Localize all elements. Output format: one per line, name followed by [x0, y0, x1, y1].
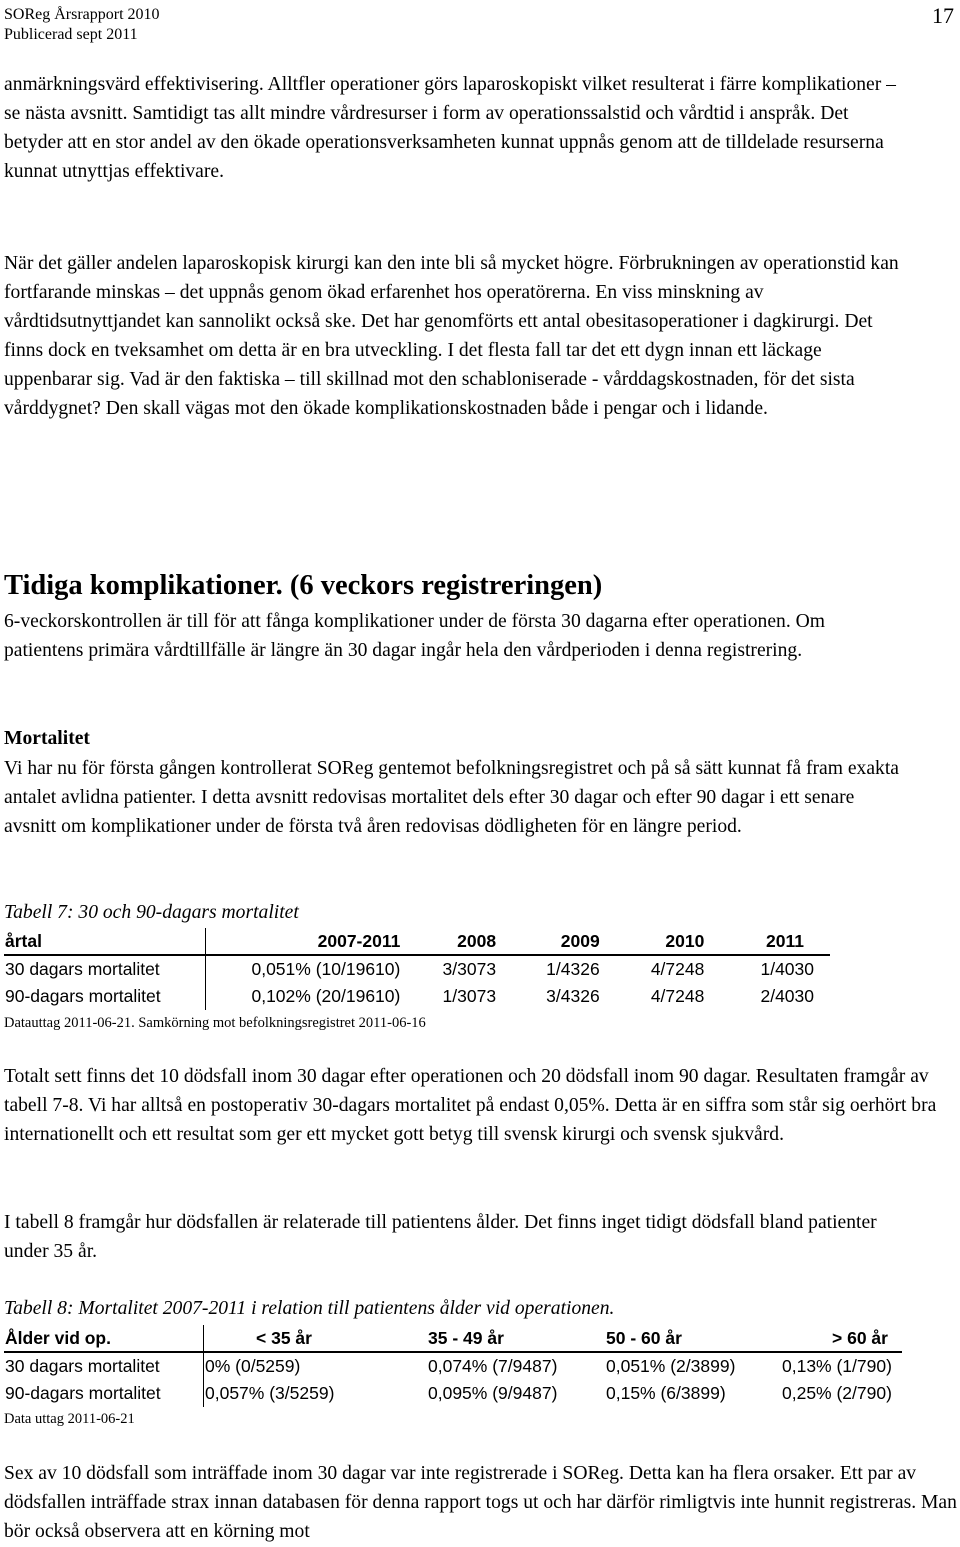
table8-header-cell: > 60 år [782, 1325, 902, 1352]
table8-header-cell: 35 - 49 år [428, 1325, 606, 1352]
table7-header-cell: 2010 [600, 928, 705, 955]
table7-header-row [4, 928, 830, 955]
table-row [4, 1380, 902, 1407]
table7-cell: 1/4030 [760, 959, 814, 979]
table7-header-cell: 2007-2011 [205, 928, 400, 955]
table7-cell: 1/3073 [442, 986, 497, 1006]
table7-cell: 1/4326 [546, 959, 600, 979]
table7-header-cell: 2009 [496, 928, 600, 955]
table-row [4, 1352, 902, 1380]
table8-caption: Tabell 8: Mortalitet 2007-2011 i relation till patientens ålder vid operationen. [4, 1298, 615, 1319]
table7-header-cell: 2011 [704, 928, 830, 955]
table8-header-row [4, 1325, 902, 1352]
table8-note: Data uttag 2011-06-21 [4, 1411, 135, 1427]
table8-header-cell: Ålder vid op. [4, 1325, 204, 1352]
table7-cell: 3/4326 [546, 986, 600, 1006]
table7-cell: 90-dagars mortalitet [4, 983, 205, 1010]
section-heading: Tidiga komplikationer. (6 veckors registreringen) [4, 570, 603, 601]
table8 [4, 1325, 902, 1407]
mortality-heading: Mortalitet [4, 728, 90, 749]
table7-header-cell: 2008 [400, 928, 496, 955]
table8-cell: 30 dagars mortalitet [4, 1352, 204, 1380]
table7-cell: 0,102% (20/19610) [251, 986, 401, 1006]
paragraph-unregistered: Sex av 10 dödsfall som inträffade inom 30 dagar var inte registrerade i SOReg. Detta kan ha flera orsaker. Ett par av dödsfallen inträffade strax innan databasen för denna rapport togs ut och har därför rimligtvis inte hunnit registreras. Man bör också observera att en körning mot [4, 1463, 957, 1542]
publication-date: Publicerad sept 2011 [4, 26, 138, 43]
paragraph-mortality: Vi har nu för första gången kontrollerat SOReg gentemot befolkningsregistret och på så sätt kunnat få fram exakta antalet avlidna patienter. I detta avsnitt redovisas mortalitet dels efter 30 dagar och efter 90 dagar i ett senare avsnitt om komplikationer under de första två åren redovisas dödligheten för en längre period. [4, 758, 899, 837]
paragraph-laparoscopy: När det gäller andelen laparoskopisk kirurgi kan den inte bli så mycket högre. Förbrukningen av operationstid kan fortfarande minskas – det uppnås genom ökad erfarenhet hos operatörerna. En viss minskning av vårdtidsutnyttjandet kan sannolikt också ske. Det har genomförts ett antal obesitasoperationer i dagkirurgi. Det finns dock en tveksamhet om detta är en bra utveckling. I det flesta fall tar det ett dygn innan ett läckage uppenbarar sig. Vad är den faktiska – till skillnad mot den schabloniserade - vårddagskostnaden, för det sista vårddygnet? Den skall vägas mot den ökade komplikationskostnaden både i pengar och i lidande. [4, 253, 899, 419]
table7-cell: 30 dagars mortalitet [4, 955, 205, 983]
table8-cell: 90-dagars mortalitet [4, 1380, 204, 1407]
table8-cell: 0,074% (7/9487) [428, 1356, 558, 1376]
table7-caption: Tabell 7: 30 och 90-dagars mortalitet [4, 902, 299, 923]
table7-cell: 2/4030 [760, 986, 814, 1006]
table8-cell: 0,13% (1/790) [782, 1356, 892, 1376]
table7-header-cell: årtal [4, 928, 205, 955]
paragraph-age-relation: I tabell 8 framgår hur dödsfallen är relaterade till patientens ålder. Det finns inget tidigt dödsfall bland patienter under 35 år. [4, 1212, 877, 1262]
table8-cell: 0% (0/5259) [205, 1356, 301, 1376]
table7-cell: 3/3073 [442, 959, 497, 979]
paragraph-total-deaths: Totalt sett finns det 10 dödsfall inom 30 dagar efter operationen och 20 dödsfall inom 90 dagar. Resultaten framgår av tabell 7-8. Vi har alltså en postoperativ 30-dagars mortalitet på endast 0,05%. Detta är en siffra som står sig oerhört bra internationellt och ett resultat som ger ett mycket gott betyg till svensk kirurgi och svensk sjukvård. [4, 1066, 937, 1145]
running-header [4, 5, 160, 45]
page-number: 17 [932, 3, 954, 28]
table8-cell: 0,057% (3/5259) [205, 1383, 335, 1403]
table7 [4, 928, 830, 1010]
table7-note: Datauttag 2011-06-21. Samkörning mot befolkningsregistret 2011-06-16 [4, 1015, 426, 1031]
table8-cell: 0,25% (2/790) [782, 1383, 892, 1403]
paragraph-six-week: 6-veckorskontrollen är till för att fånga komplikationer under de första 30 dagarna efter operationen. Om patientens primära vårdtillfälle är längre än 30 dagar ingår hela den vårdperioden i denna registrering. [4, 611, 826, 661]
table8-cell: 0,095% (9/9487) [428, 1383, 558, 1403]
table8-header-cell: < 35 år [204, 1325, 429, 1352]
table8-cell: 0,051% (2/3899) [606, 1356, 736, 1376]
report-title: SOReg Årsrapport 2010 [4, 6, 160, 23]
table7-cell: 0,051% (10/19610) [251, 959, 401, 979]
table-row [4, 955, 830, 983]
table-row [4, 983, 830, 1010]
table7-cell: 4/7248 [650, 959, 705, 979]
table8-cell: 0,15% (6/3899) [606, 1383, 726, 1403]
table7-cell: 4/7248 [650, 986, 705, 1006]
table8-header-cell: 50 - 60 år [606, 1325, 782, 1352]
paragraph-efficiency: anmärkningsvärd effektivisering. Alltfler operationer görs laparoskopiskt vilket resulterat i färre komplikationer – se nästa avsnitt. Samtidigt tas allt mindre vårdresurser i form av operationssalstid och vårdtid i anspråk. Det betyder att en stor andel av den ökade operationsverksamheten kunnat uppnås genom att de tilldelade resurserna kunnat utnyttjas effektivare. [4, 74, 896, 182]
